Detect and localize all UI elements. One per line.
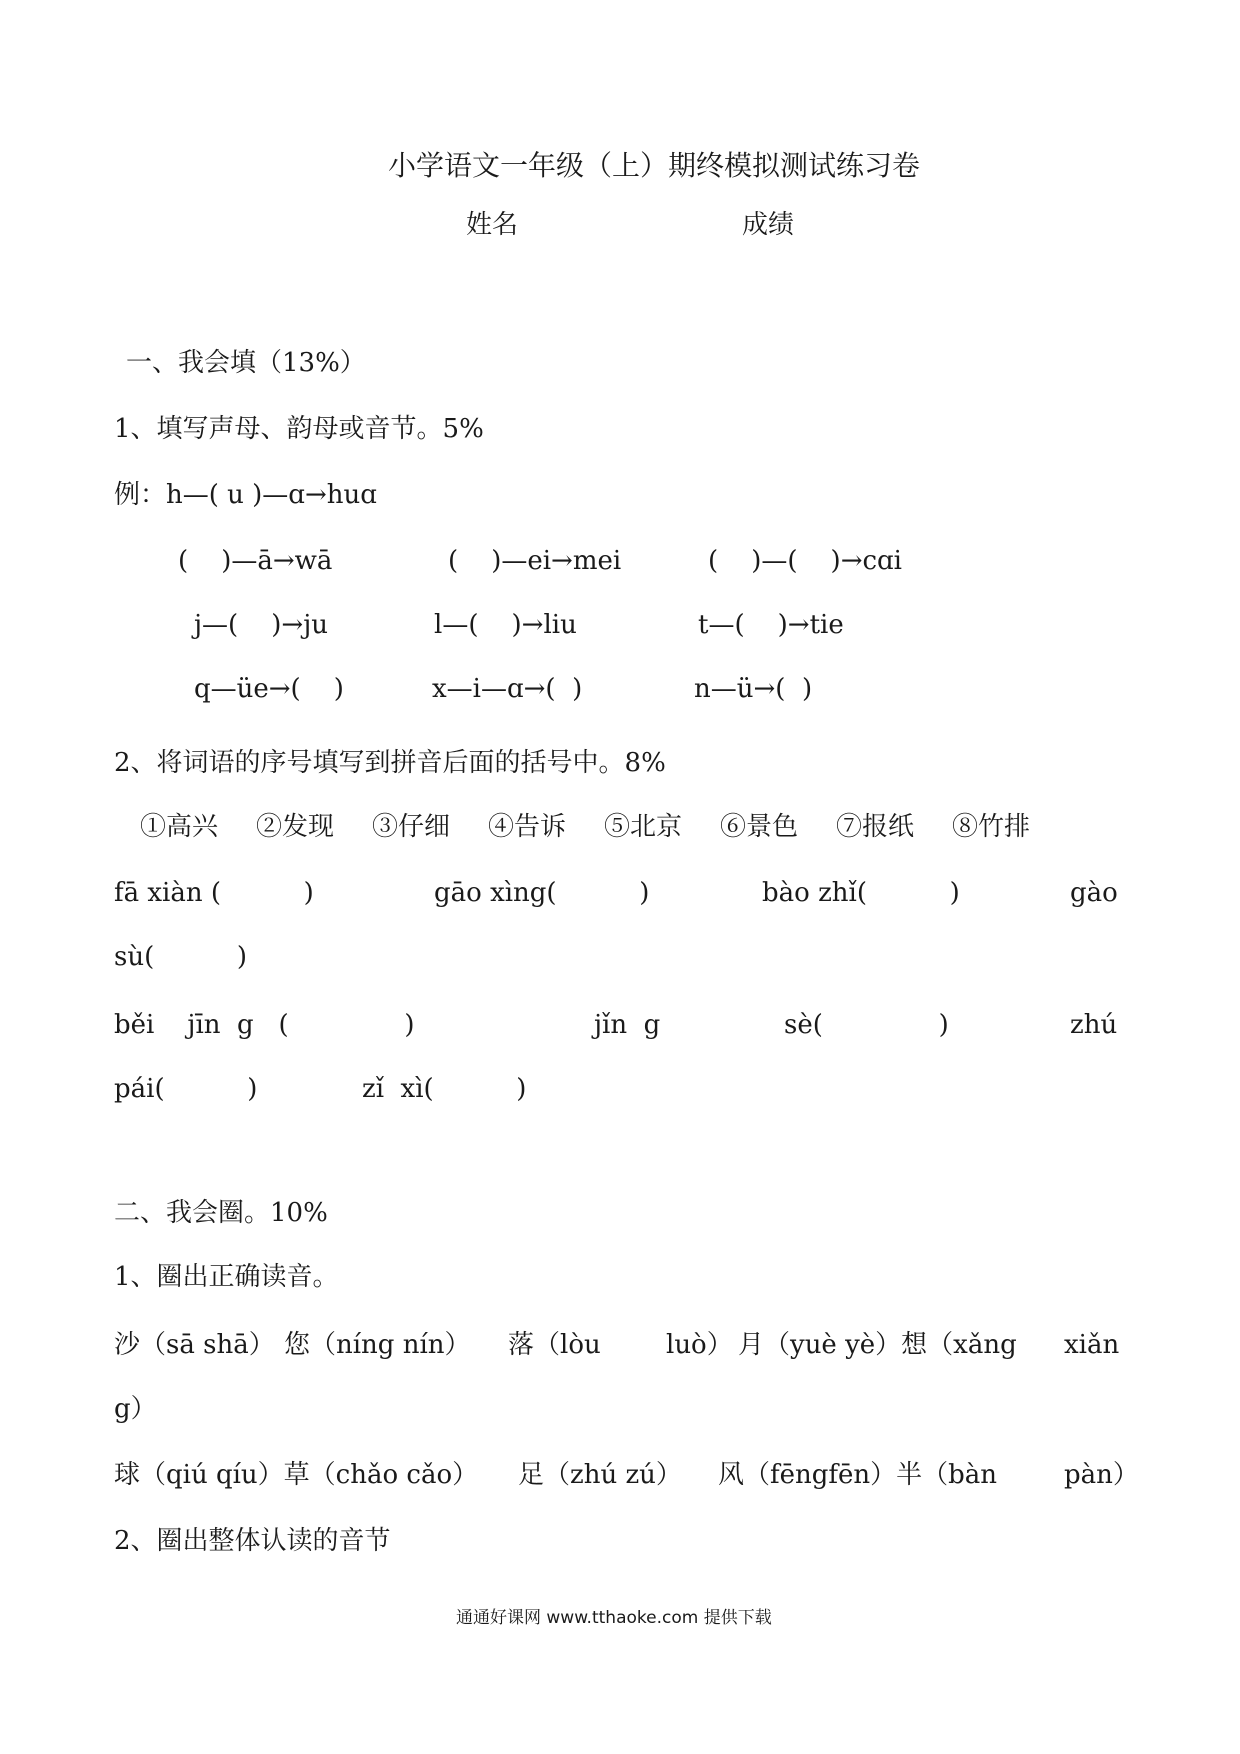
section2-q2-prompt: 2、圈出整体认读的音节 xyxy=(114,1526,391,1556)
reading-item: pàn） xyxy=(1064,1460,1139,1490)
page-title: 小学语文一年级（上）期终模拟测试练习卷 xyxy=(388,149,921,182)
reading-item: 足（zhú zú） xyxy=(518,1460,682,1490)
pinyin-item: gào xyxy=(1070,878,1118,908)
word-option: ②发现 xyxy=(256,812,335,842)
pinyin-item: sè( ) xyxy=(784,1010,949,1040)
reading-item: luò） xyxy=(666,1330,733,1360)
fill-item: l—( )→liu xyxy=(434,610,577,640)
pinyin-item: zhú xyxy=(1070,1010,1118,1040)
word-option: ⑤北京 xyxy=(604,812,683,842)
reading-item: 您（níng nín） xyxy=(284,1330,471,1360)
word-option: ⑧竹排 xyxy=(952,812,1031,842)
fill-item: ( )—ei→mei xyxy=(448,546,622,576)
fill-item: ( )—ā→wā xyxy=(178,546,333,576)
pinyin-item: sù( ) xyxy=(114,942,248,972)
pinyin-item: gāo xìng( ) xyxy=(434,878,650,908)
fill-item: j—( )→ju xyxy=(194,610,328,640)
section1-q2-prompt: 2、将词语的序号填写到拼音后面的括号中。8% xyxy=(114,748,666,778)
reading-item: 落（lòu xyxy=(508,1330,601,1360)
section1-heading: 一、我会填（13%） xyxy=(126,348,366,378)
fill-item: t—( )→tie xyxy=(698,610,844,640)
fill-item: q—üe→( ) xyxy=(194,674,344,704)
pinyin-item: fā xiàn ( ) xyxy=(114,878,314,908)
pinyin-item: zǐ xì( ) xyxy=(362,1074,527,1104)
fill-item: n—ü→( ) xyxy=(694,674,813,704)
section1-q1-example: 例：h—( u )—ɑ→huɑ xyxy=(114,480,377,510)
score-label: 成绩 xyxy=(742,210,795,240)
name-label: 姓名 xyxy=(466,210,519,240)
word-option: ③仔细 xyxy=(372,812,451,842)
section2-q1-prompt: 1、圈出正确读音。 xyxy=(114,1262,339,1292)
reading-item: 风（fēngfēn）半（bàn xyxy=(718,1460,998,1490)
pinyin-item: bào zhǐ( ) xyxy=(762,878,960,908)
pinyin-item: jǐn g xyxy=(594,1010,661,1040)
reading-item: 沙（sā shā） xyxy=(114,1330,275,1360)
section1-q1-prompt: 1、填写声母、韵母或音节。5% xyxy=(114,414,484,444)
page-footer: 通通好课网 www.tthaoke.com 提供下载 xyxy=(456,1608,772,1628)
reading-item: 月（yuè yè）想（xǎng xyxy=(738,1330,1017,1360)
fill-item: x—i—ɑ→( ) xyxy=(432,674,583,704)
reading-item: g） xyxy=(114,1394,157,1424)
reading-item: 球（qiú qíu）草（chǎo cǎo） xyxy=(114,1460,479,1490)
reading-item: xiǎn xyxy=(1064,1330,1120,1360)
fill-item: ( )—( )→cɑi xyxy=(708,546,902,576)
word-option: ④告诉 xyxy=(488,812,567,842)
pinyin-item: běi jīn g ( ) xyxy=(114,1010,415,1040)
pinyin-item: pái( ) xyxy=(114,1074,258,1104)
section2-heading: 二、我会圈。10% xyxy=(114,1198,328,1228)
word-option: ⑦报纸 xyxy=(836,812,915,842)
word-option: ⑥景色 xyxy=(720,812,799,842)
word-option: ①高兴 xyxy=(140,812,219,842)
